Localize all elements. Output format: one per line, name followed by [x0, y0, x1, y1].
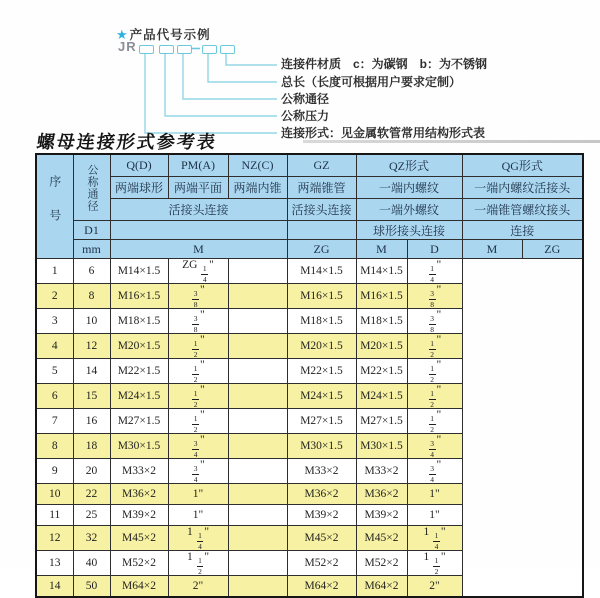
nut-connection-reference-table: [35, 153, 584, 598]
header-unit-qz-m: M: [356, 240, 407, 259]
label-total-length: 总长（长度可根据用户要求定制）: [281, 74, 462, 89]
cell-qz-m: [228, 434, 287, 459]
cell-qz-d: M36×2: [287, 484, 356, 505]
header-group-qz: QZ形式: [356, 154, 462, 177]
header-unit-qg-m: M: [462, 240, 522, 259]
cell-qz-m: [228, 484, 287, 505]
fraction: $\frac{1}{2}$: [193, 389, 198, 409]
cell-qz-m: [228, 359, 287, 384]
cell-dn: 12: [73, 334, 110, 359]
cell-qz-d: M16×1.5: [287, 284, 356, 309]
header-type-qz: 一端内螺纹: [356, 177, 462, 199]
fraction: $\frac{1}{2}$: [193, 339, 198, 359]
cell-dn: 32: [73, 526, 110, 551]
cell-dn: 16: [73, 409, 110, 434]
cell-dn: 25: [73, 505, 110, 526]
cell-gz: $\frac{3}{8}$ ": [168, 284, 228, 309]
header-connect-gz: 活接头连接: [287, 199, 356, 221]
cell-qg-zg: $\frac{3}{4}$ ": [407, 434, 462, 459]
header-unit-mm: mm: [73, 240, 110, 259]
cell-qg-m: M36×2: [356, 484, 407, 505]
header-type-nzc: 两端内锥: [228, 177, 287, 199]
cell-qz-m: [228, 551, 287, 576]
cell-m: M33×2: [110, 459, 168, 484]
label-nominal-diameter: 公称通径: [281, 92, 330, 106]
table-row: [36, 409, 583, 434]
cell-qz-m: [228, 505, 287, 526]
cell-seq: 7: [36, 409, 73, 434]
cell-qg-m: M33×2: [356, 459, 407, 484]
cell-m: M16×1.5: [110, 284, 168, 309]
fraction: $\frac{1}{2}$: [430, 414, 435, 434]
cell-qg-m: M64×2: [356, 576, 407, 598]
cell-m: M36×2: [110, 484, 168, 505]
fraction: $\frac{1}{2}$: [430, 339, 435, 359]
code-box-4: [202, 45, 217, 54]
cell-seq: 3: [36, 309, 73, 334]
header-d1-empty-gz: [287, 221, 356, 240]
fraction: $\frac{3}{4}$: [193, 439, 198, 459]
cell-qg-m: M30×1.5: [356, 434, 407, 459]
cell-seq: 10: [36, 484, 73, 505]
fraction: $\frac{1}{4}$: [198, 531, 202, 551]
fraction: $\frac{1}{2}$: [430, 364, 435, 384]
cell-gz: 1": [168, 505, 228, 526]
header-type-gz: 两端锥管: [287, 177, 356, 199]
cell-dn: 8: [73, 284, 110, 309]
fraction: $\frac{1}{2}$: [193, 364, 198, 384]
cell-qz-d: M52×2: [287, 551, 356, 576]
cell-qz-d: M30×1.5: [287, 434, 356, 459]
cell-qg-m: M24×1.5: [356, 384, 407, 409]
cell-qg-zg: $\frac{1}{2}$ ": [407, 384, 462, 409]
cell-seq: 13: [36, 551, 73, 576]
table-row: [36, 334, 583, 359]
header-type-pma: 两端平面: [168, 177, 228, 199]
table-row: [36, 309, 583, 334]
table-body: [36, 259, 583, 598]
scan-artifact-line: [303, 140, 600, 143]
cell-qg-zg: 2": [407, 576, 462, 598]
code-box-2: [159, 45, 174, 54]
table-row: [36, 434, 583, 459]
cell-qg-zg: $\frac{3}{8}$ ": [407, 309, 462, 334]
fraction: $\frac{1}{4}$: [434, 531, 439, 551]
code-box-1: [139, 45, 154, 54]
table-row: [36, 484, 583, 505]
label-connection-form: 连接形式：见金属软管常用结构形式表: [281, 125, 486, 140]
table-row: [36, 505, 583, 526]
table-row: [36, 259, 583, 284]
header-unit-zg: ZG: [287, 240, 356, 259]
cell-qg-zg: 1": [407, 505, 462, 526]
cell-seq: 12: [36, 526, 73, 551]
cell-gz: ZG $\frac{1}{4}$ ": [168, 259, 228, 284]
table-header: [36, 154, 583, 259]
cell-m: M14×1.5: [110, 259, 168, 284]
header-d1-empty-left: [110, 221, 287, 240]
header-group-pma: PM(A): [168, 154, 228, 177]
cell-qz-d: M24×1.5: [287, 384, 356, 409]
header-dn-text: 公称通径: [86, 163, 98, 212]
table-row: [36, 576, 583, 598]
label-nominal-pressure: 公称压力: [281, 109, 330, 123]
diagram-title-text: 产品代号示例: [129, 28, 211, 42]
cell-gz: $\frac{1}{2}$ ": [168, 384, 228, 409]
header-unit-m: M: [110, 240, 287, 259]
cell-qz-d: M64×2: [287, 576, 356, 598]
cell-gz: $\frac{3}{4}$ ": [168, 434, 228, 459]
fraction: $\frac{3}{8}$: [193, 314, 198, 334]
cell-qz-d: M14×1.5: [287, 259, 356, 284]
cell-gz: 1": [168, 484, 228, 505]
cell-m: M22×1.5: [110, 359, 168, 384]
cell-gz: $\frac{3}{8}$ ": [168, 309, 228, 334]
fraction: $\frac{1}{2}$: [434, 556, 439, 576]
cell-qg-zg: $\frac{1}{2}$ ": [407, 409, 462, 434]
product-code-prefix: JR: [118, 39, 137, 54]
table-row: [36, 284, 583, 309]
cell-qz-m: [228, 576, 287, 598]
cell-m: M39×2: [110, 505, 168, 526]
cell-qz-m: [228, 259, 287, 284]
cell-gz: $\frac{3}{4}$ ": [168, 459, 228, 484]
cell-qg-m: M45×2: [356, 526, 407, 551]
cell-dn: 14: [73, 359, 110, 384]
cell-dn: 50: [73, 576, 110, 598]
cell-m: M24×1.5: [110, 384, 168, 409]
cell-qz-m: [228, 334, 287, 359]
fraction: $\frac{3}{4}$: [430, 439, 435, 459]
cell-qz-d: M20×1.5: [287, 334, 356, 359]
header-d1-qg: 连接: [462, 221, 583, 240]
cell-qg-m: M16×1.5: [356, 284, 407, 309]
cell-dn: 22: [73, 484, 110, 505]
fraction: $\frac{3}{4}$: [193, 464, 198, 484]
fraction: $\frac{3}{4}$: [430, 464, 435, 484]
cell-qg-m: M22×1.5: [356, 359, 407, 384]
cell-qg-zg: 1 $\frac{1}{4}$ ": [407, 526, 462, 551]
cell-qz-d: M18×1.5: [287, 309, 356, 334]
header-connect-qg: 一端锥管螺纹接头: [462, 199, 583, 221]
code-box-5: [220, 45, 235, 54]
cell-qg-m: M52×2: [356, 551, 407, 576]
cell-qz-d: M27×1.5: [287, 409, 356, 434]
fraction: $\frac{3}{8}$: [430, 289, 435, 309]
cell-qz-m: [228, 309, 287, 334]
cell-dn: 18: [73, 434, 110, 459]
table-row: [36, 551, 583, 576]
cell-seq: 2: [36, 284, 73, 309]
cell-m: M18×1.5: [110, 309, 168, 334]
cell-dn: 15: [73, 384, 110, 409]
header-seq: [36, 154, 73, 259]
fraction: $\frac{3}{8}$: [193, 289, 198, 309]
star-icon: ★: [116, 27, 129, 42]
header-nominal-diameter: [73, 154, 110, 221]
fraction: $\frac{1}{2}$: [193, 414, 198, 434]
cell-dn: 6: [73, 259, 110, 284]
cell-m: M20×1.5: [110, 334, 168, 359]
header-unit-qz-d: D: [407, 240, 462, 259]
header-d1: D1: [73, 221, 110, 240]
header-group-qd: Q(D): [110, 154, 168, 177]
cell-gz: $\frac{1}{2}$ ": [168, 334, 228, 359]
cell-qg-zg: $\frac{1}{2}$ ": [407, 334, 462, 359]
cell-dn: 10: [73, 309, 110, 334]
cell-m: M52×2: [110, 551, 168, 576]
header-type-qg: 一端内螺纹活接头: [462, 177, 583, 199]
fraction: $\frac{1}{2}$: [198, 556, 202, 576]
cell-qz-m: [228, 384, 287, 409]
fraction: $\frac{1}{4}$: [430, 264, 435, 284]
cell-qg-zg: $\frac{3}{4}$ ": [407, 459, 462, 484]
cell-seq: 5: [36, 359, 73, 384]
cell-qg-m: M39×2: [356, 505, 407, 526]
cell-gz: $\frac{1}{2}$ ": [168, 359, 228, 384]
cell-qz-m: [228, 459, 287, 484]
cell-qg-zg: $\frac{1}{4}$ ": [407, 259, 462, 284]
table-row: [36, 384, 583, 409]
cell-qz-d: M22×1.5: [287, 359, 356, 384]
table-title: 螺母连接形式参考表: [35, 132, 219, 152]
cell-qg-zg: 1 $\frac{1}{2}$ ": [407, 551, 462, 576]
header-connect-union: 活接头连接: [110, 199, 287, 221]
header-group-nzc: NZ(C): [228, 154, 287, 177]
fraction: $\frac{1}{4}$: [202, 264, 207, 284]
cell-gz: 1 $\frac{1}{4}$ ": [168, 526, 228, 551]
cell-seq: 11: [36, 505, 73, 526]
cell-seq: 4: [36, 334, 73, 359]
header-d1-qz: 球形接头连接: [356, 221, 462, 240]
fraction: $\frac{3}{8}$: [430, 314, 435, 334]
cell-seq: 14: [36, 576, 73, 598]
cell-gz: 2": [168, 576, 228, 598]
cell-seq: 9: [36, 459, 73, 484]
cell-seq: 1: [36, 259, 73, 284]
header-connect-qz: 一端外螺纹: [356, 199, 462, 221]
cell-qz-d: M45×2: [287, 526, 356, 551]
table-row: [36, 459, 583, 484]
cell-dn: 20: [73, 459, 110, 484]
cell-seq: 8: [36, 434, 73, 459]
cell-qz-d: M39×2: [287, 505, 356, 526]
cell-qg-m: M18×1.5: [356, 309, 407, 334]
cell-m: M45×2: [110, 526, 168, 551]
header-unit-qg-zg: ZG: [522, 240, 583, 259]
table-row: [36, 359, 583, 384]
cell-dn: 40: [73, 551, 110, 576]
cell-qg-m: M27×1.5: [356, 409, 407, 434]
header-seq-text: 序号: [47, 174, 62, 243]
header-group-qg: QG形式: [462, 154, 583, 177]
cell-qg-zg: $\frac{3}{8}$ ": [407, 284, 462, 309]
cell-m: M30×1.5: [110, 434, 168, 459]
label-material: 连接件材质 c：为碳钢 b：为不锈钢: [281, 57, 488, 71]
cell-m: M64×2: [110, 576, 168, 598]
cell-qg-zg: 1": [407, 484, 462, 505]
cell-qz-m: [228, 409, 287, 434]
header-type-qd: 两端球形: [110, 177, 168, 199]
cell-gz: $\frac{1}{2}$ ": [168, 409, 228, 434]
cell-qz-m: [228, 526, 287, 551]
cell-gz: 1 $\frac{1}{2}$ ": [168, 551, 228, 576]
cell-qz-d: M33×2: [287, 459, 356, 484]
cell-qg-m: M20×1.5: [356, 334, 407, 359]
table-row: [36, 526, 583, 551]
cell-m: M27×1.5: [110, 409, 168, 434]
cell-qz-m: [228, 284, 287, 309]
code-box-3: [177, 45, 192, 54]
cell-qg-m: M14×1.5: [356, 259, 407, 284]
cell-qg-zg: $\frac{1}{2}$ ": [407, 359, 462, 384]
fraction: $\frac{1}{2}$: [430, 389, 435, 409]
cell-seq: 6: [36, 384, 73, 409]
header-group-gz: GZ: [287, 154, 356, 177]
